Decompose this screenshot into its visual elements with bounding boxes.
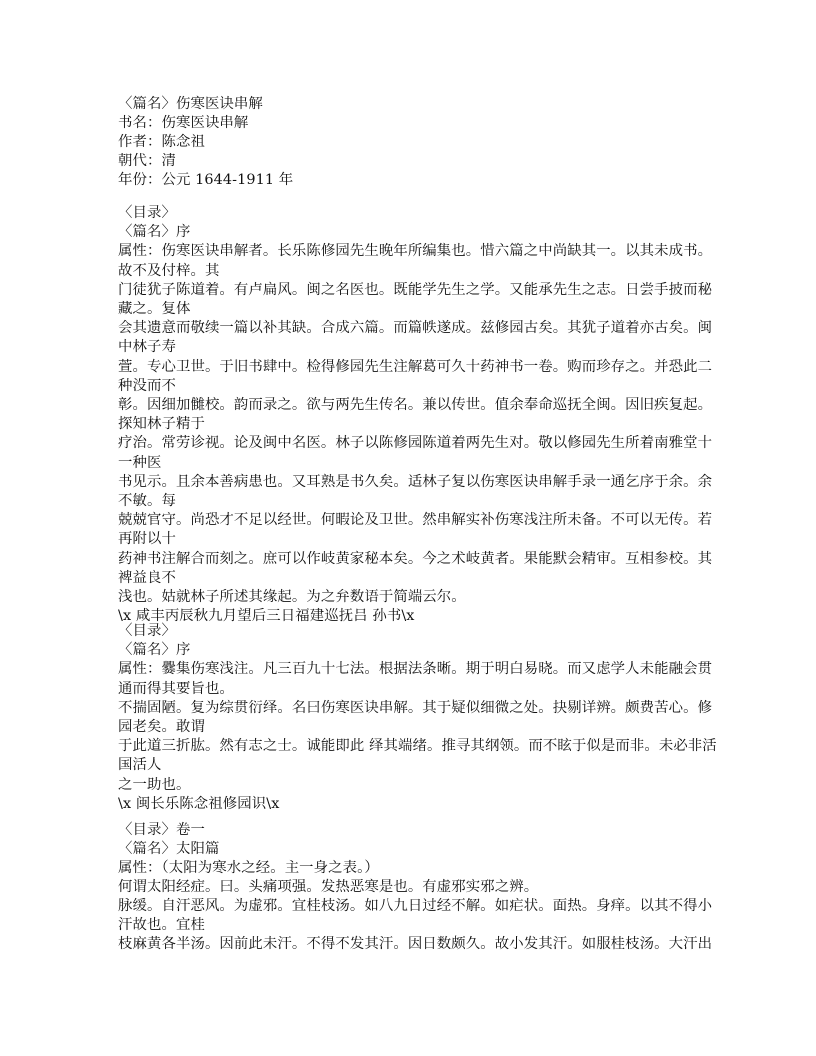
text-line: 一种医 bbox=[118, 454, 162, 471]
text-line: 〈目录〉卷一 bbox=[118, 822, 205, 838]
text-line: 园老矣。敢谓 bbox=[118, 719, 205, 735]
text-line: 〈篇名〉序 bbox=[118, 642, 191, 659]
text-line: 〈篇名〉太阳篇 bbox=[118, 841, 220, 857]
text-line: 浅也。姑就林子所述其缘起。为之弁数语于简端云尔。 bbox=[118, 589, 466, 605]
text-line: 门徒犹子陈道着。有卢扁风。闽之名医也。既能学先生之学。又能承先生之志。日尝手披而秘 bbox=[118, 281, 713, 298]
text-line: 兢兢官守。尚恐才不足以经世。何暇论及卫世。然串解实补伤寒浅注所未备。不可以无传。若 bbox=[118, 512, 713, 529]
text-line: 汗故也。宜桂 bbox=[118, 917, 205, 933]
text-line: 脉缓。自汗恶风。为虚邪。宜桂枝汤。如八九日过经不解。如疟状。面热。身痒。以其不得小 bbox=[118, 898, 713, 914]
text-line: 书名：伤寒医诀串解 bbox=[118, 115, 249, 132]
text-line: 裨益良不 bbox=[118, 569, 176, 586]
text-line: 〈目录〉 bbox=[118, 205, 176, 221]
text-line: 探知林子精于 bbox=[118, 416, 205, 433]
text-line: 何谓太阳经症。曰。头痛项强。发热恶寒是也。有虚邪实邪之辨。 bbox=[118, 879, 539, 895]
text-line: 疗治。常劳诊视。论及闽中名医。林子以陈修园陈道着两先生对。敬以修园先生所着南雅堂十 bbox=[118, 435, 713, 452]
text-line: 属性：伤寒医诀串解者。长乐陈修园先生晚年所编集也。惜六篇之中尚缺其一。以其未成书。 bbox=[118, 243, 713, 260]
text-line: 作者：陈念祖 bbox=[118, 134, 205, 151]
text-line: 种没而不 bbox=[118, 377, 176, 394]
text-line: 故不及付梓。其 bbox=[118, 262, 220, 279]
text-line: 中林子寿 bbox=[118, 339, 176, 356]
text-line: 枝麻黄各半汤。因前此未汗。不得不发其汗。因日数颇久。故小发其汗。如服桂枝汤。大汗出 bbox=[118, 936, 713, 952]
text-line: \x 咸丰丙辰秋九月望后三日福建巡抚吕 孙书\x bbox=[118, 608, 415, 625]
text-line: 朝代：清 bbox=[118, 153, 176, 170]
text-line: 药神书注解合而刻之。庶可以作岐黄家秘本矣。今之术岐黄者。果能默会精审。互相参校。其 bbox=[118, 550, 713, 567]
text-line: 属性：（太阳为寒水之经。主一身之表。） bbox=[118, 860, 379, 876]
text-line: 通而得其要旨也。 bbox=[118, 680, 234, 697]
text-line: 〈篇名〉序 bbox=[118, 224, 191, 241]
text-line: 会其遗意而敬续一篇以补其缺。合成六篇。而篇帙遂成。兹修园古矣。其犹子道着亦古矣。闽 bbox=[118, 320, 713, 337]
text-line: 彰。因细加雠校。韵而录之。欲与两先生传名。兼以传世。值余奉命巡抚全闽。因旧疾复起。 bbox=[118, 397, 713, 413]
text-line: 于此道三折肱。然有志之士。诚能即此 绎其端绪。推寻其纲领。而不眩于似是而非。未必非活 bbox=[118, 738, 717, 755]
text-line: 萱。专心卫世。于旧书肆中。检得修园先生注解葛可久十药神书一卷。购而珍存之。并恐此二 bbox=[118, 358, 713, 375]
text-line: \x 闽长乐陈念祖修园识\x bbox=[118, 795, 280, 812]
text-line: 国活人 bbox=[118, 757, 162, 774]
text-line: 属性：爨集伤寒浅注。凡三百九十七法。根据法条晰。期于明白易晓。而又虑学人未能融会贯 bbox=[118, 661, 713, 678]
text-line: 不揣固陋。复为综贯衍绎。名曰伤寒医诀串解。其于疑似细微之处。抉剔详辨。颇费苦心。修 bbox=[118, 699, 713, 716]
text-line: 再附以十 bbox=[118, 531, 176, 548]
text-line: 藏之。复体 bbox=[118, 301, 191, 317]
text-line: 书见示。且余本善病患也。又耳熟是书久矣。适林子复以伤寒医诀串解手录一通乞序于余。余 bbox=[118, 473, 713, 490]
text-line: 不敏。每 bbox=[118, 493, 176, 509]
text-line: 〈篇名〉伤寒医诀串解 bbox=[118, 96, 263, 112]
text-line: 年份：公元 1644-1911 年 bbox=[118, 172, 294, 189]
text-line: 之一助也。 bbox=[118, 776, 191, 793]
text-line: 〈目录〉 bbox=[118, 623, 176, 639]
